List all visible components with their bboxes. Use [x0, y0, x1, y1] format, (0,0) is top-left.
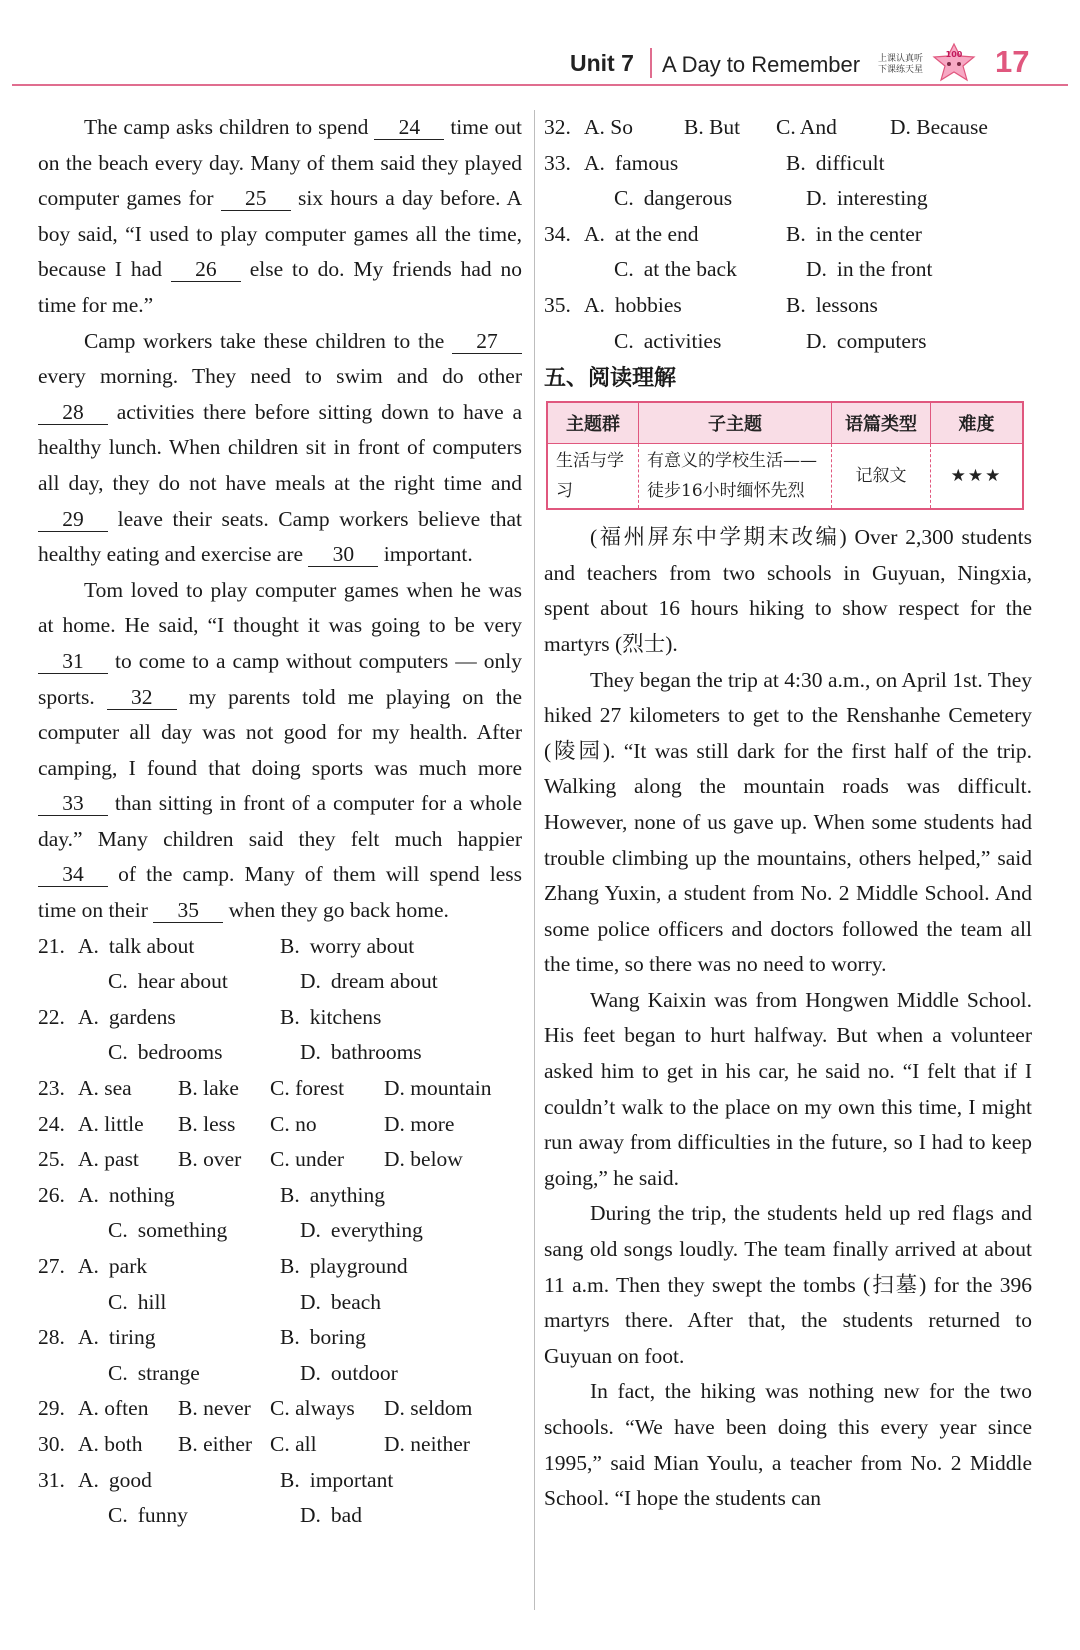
answer-option: A. hobbies: [584, 292, 682, 317]
answer-option: B. lake: [178, 1076, 239, 1101]
reading-paragraph-2: They began the trip at 4:30 a.m., on April 1st. They hiked 27 kilometers to get to the Renshanhe Cemetery (陵园). “It was still dark for the first half of the trip. Walking along the mountain roads was difficult. However, none of us gave up. When some students had trouble climbing up the mountains, others helped,” said Zhang Yuxin, a student from No. 2 Middle School. And some police officers and doctors followed the team all the time, so there was no need to worry.: [544, 667, 1032, 977]
reading-paragraph-4: During the trip, the students held up red flags and sang old songs loudly. The team finally arrived at about 11 a.m. Then they swept the tombs (扫墓) for the 396 martyrs there. After that, the students returned to Guyuan on foot.: [544, 1201, 1032, 1368]
answer-option: C. forest: [270, 1076, 345, 1101]
answer-option: B. never: [178, 1396, 251, 1421]
column-divider: [534, 110, 535, 1610]
answer-option: B. difficult: [786, 150, 885, 175]
answer-option: B. worry about: [280, 933, 415, 958]
question-options-row: [38, 1391, 522, 1427]
answer-option: B. either: [178, 1431, 253, 1456]
unit-label: Unit 7: [570, 50, 634, 76]
question-options-row: [544, 217, 1032, 253]
question-number: 33.: [544, 150, 571, 175]
answer-option: C. funny: [108, 1503, 188, 1528]
answer-option: A. famous: [584, 150, 679, 175]
passage-paragraph-2: Camp workers take these children to the 27 every morning. They need to swim and do other 28 activities there before sitting down to have a healthy lunch. When children sit in front of computers all day, they do not have meals at the right time and 29 leave their seats. Camp workers believe that healthy eating and exercise are 30 important.: [38, 328, 522, 567]
topic-cell-theme: 生活与学习: [547, 444, 639, 510]
topic-table-header: 子主题: [639, 402, 832, 444]
question-number: 27.: [38, 1254, 65, 1278]
answer-option: C. at the back: [614, 257, 737, 282]
answer-option: D. seldom: [384, 1396, 473, 1421]
question-options-row: [38, 1071, 522, 1107]
question-options-row: [38, 1178, 522, 1214]
answer-option: B. anything: [280, 1182, 385, 1207]
answer-option: A. talk about: [78, 933, 195, 958]
question-number: [544, 181, 584, 217]
topic-cell-subtopic: 有意义的学校生活——徒步16小时缅怀先烈: [639, 444, 832, 510]
answer-option: A. little: [78, 1111, 144, 1136]
topic-table: [546, 401, 1024, 510]
blank-35: 35: [153, 898, 223, 923]
question-number: 32.: [544, 115, 571, 139]
question-options-row: [38, 1285, 522, 1321]
question-number: [544, 252, 584, 288]
right-column: [544, 110, 1032, 1517]
passage-paragraph-1: The camp asks children to spend 24 time out on the beach every day. Many of them said they played computer games for 25 six hours a day before. A boy said, “I used to play computer games all the time, because I had 26 else to do. My friends had no time for me.”: [38, 115, 523, 317]
blank-31: 31: [38, 649, 108, 674]
question-options-row: [544, 181, 1032, 217]
answer-option: B. less: [178, 1111, 236, 1136]
question-options-row: [38, 1107, 522, 1143]
answer-option: B. kitchens: [280, 1004, 382, 1029]
question-number: 28.: [38, 1325, 65, 1350]
topic-table-header: 难度: [931, 402, 1024, 444]
answer-option: A. So: [584, 115, 633, 139]
question-number: 35.: [544, 292, 571, 317]
answer-option: B. boring: [280, 1325, 366, 1350]
question-number: [38, 1498, 78, 1534]
question-number: 29.: [38, 1396, 65, 1421]
blank-32: 32: [107, 685, 177, 710]
answer-option: C. dangerous: [614, 186, 733, 211]
question-number: 24.: [38, 1111, 65, 1136]
passage-paragraph-3: Tom loved to play computer games when he was at home. He said, “I thought it was going to be very 31 to come to a camp without computers — only sports. 32 my parents told me playing on the computer all day was not good for my health. After camping, I found that doing sports was much more 33 than sitting in front of a computer for a whole day.” Many children said they felt much happier 34 of the camp. Many of them will spend less time on their 35 when they go back home.: [38, 577, 523, 923]
right-options-list: [544, 110, 1032, 359]
question-options-row: [38, 929, 522, 965]
mascot-logo-icon: [930, 42, 978, 84]
answer-option: B. lessons: [786, 292, 878, 317]
blank-30: 30: [308, 542, 378, 567]
blank-28: 28: [38, 400, 108, 425]
blank-26: 26: [171, 257, 241, 282]
topic-table-header: 主题群: [547, 402, 639, 444]
answer-option: B. playground: [280, 1254, 408, 1278]
question-number: [38, 1035, 78, 1071]
answer-option: C. always: [270, 1396, 355, 1421]
answer-option: D. bathrooms: [300, 1040, 422, 1065]
answer-option: A. often: [78, 1396, 149, 1421]
question-options-row: [38, 1463, 522, 1499]
unit-title: A Day to Remember: [662, 52, 861, 77]
question-number: [38, 1285, 78, 1321]
reading-paragraph-1: (福州屏东中学期末改编) Over 2,300 students and teachers from two schools in Guyuan, Ningxia, spent about 16 hours hiking to show respect for the martyrs (烈士).: [544, 525, 1032, 656]
question-number: [38, 964, 78, 1000]
question-options-row: [544, 252, 1032, 288]
answer-option: C. strange: [108, 1360, 200, 1385]
question-number: 31.: [38, 1467, 65, 1492]
question-options-row: [38, 1213, 522, 1249]
question-options-row: [38, 1427, 522, 1463]
topic-table-row: [547, 444, 1023, 510]
answer-option: A. good: [78, 1467, 152, 1492]
answer-option: C. all: [270, 1431, 317, 1456]
question-number: 22.: [38, 1004, 65, 1029]
answer-option: D. Because: [890, 115, 988, 139]
answer-option: A. past: [78, 1147, 139, 1172]
question-options-row: [544, 146, 1032, 182]
question-number: [38, 1356, 78, 1392]
question-options-row: [38, 1498, 522, 1534]
question-options-row: [38, 1000, 522, 1036]
answer-option: D. neither: [384, 1431, 470, 1456]
question-options-row: [544, 324, 1032, 360]
answer-option: C. activities: [614, 328, 722, 353]
question-number: 23.: [38, 1076, 65, 1101]
answer-option: A. tiring: [78, 1325, 156, 1350]
left-options-list: [38, 929, 522, 1534]
answer-option: B. But: [684, 115, 741, 139]
answer-option: A. both: [78, 1431, 143, 1456]
question-number: 21.: [38, 933, 65, 958]
difficulty-stars: ★★★: [931, 444, 1024, 510]
blank-25: 25: [221, 186, 291, 211]
question-options-row: [38, 1035, 522, 1071]
question-number: 25.: [38, 1147, 65, 1172]
answer-option: A. sea: [78, 1076, 132, 1101]
answer-option: D. below: [384, 1147, 463, 1172]
answer-option: D. beach: [300, 1289, 382, 1314]
blank-29: 29: [38, 507, 108, 532]
answer-option: D. dream about: [300, 969, 438, 994]
topic-cell-genre: 记叙文: [832, 444, 931, 510]
question-options-row: [38, 1320, 522, 1356]
logo-text: 100: [945, 50, 963, 59]
answer-option: C. under: [270, 1147, 345, 1172]
answer-option: D. everything: [300, 1218, 423, 1243]
answer-option: C. something: [108, 1218, 228, 1243]
answer-option: A. nothing: [78, 1182, 175, 1207]
blank-24: 24: [374, 115, 444, 140]
answer-option: D. in the front: [806, 257, 933, 282]
answer-option: D. mountain: [384, 1076, 492, 1101]
question-options-row: [544, 288, 1032, 324]
question-number: 34.: [544, 221, 571, 246]
slogan-line-2: 下课练天星: [878, 65, 924, 75]
topic-table-header: 语篇类型: [832, 402, 931, 444]
left-column: [38, 110, 522, 1534]
answer-option: B. over: [178, 1147, 242, 1172]
reading-paragraph-3: Wang Kaixin was from Hongwen Middle School. His feet began to hurt halfway. But when a volunteer asked him to get in his car, he said no. “I felt that if I couldn’t walk to the place on my own this time, I might run away from difficulties in the future, so I had to keep going,” he said.: [544, 987, 1032, 1190]
answer-option: D. interesting: [806, 186, 928, 211]
header-rule: [12, 84, 1068, 86]
blank-34: 34: [38, 862, 108, 887]
blank-33: 33: [38, 791, 108, 816]
header-slogan: [878, 54, 923, 76]
answer-option: C. bedrooms: [108, 1040, 223, 1065]
question-options-row: [544, 110, 1032, 146]
answer-option: A. at the end: [584, 221, 699, 246]
question-number: [544, 324, 584, 360]
answer-option: B. important: [280, 1467, 394, 1492]
page-header: [0, 0, 1080, 92]
answer-option: D. more: [384, 1111, 455, 1136]
answer-option: D. computers: [806, 328, 927, 353]
blank-27: 27: [452, 329, 522, 354]
answer-option: D. outdoor: [300, 1360, 398, 1385]
question-number: 26.: [38, 1182, 65, 1207]
answer-option: B. in the center: [786, 221, 922, 246]
answer-option: C. And: [776, 115, 837, 139]
question-number: 30.: [38, 1431, 65, 1456]
answer-option: C. hill: [108, 1289, 167, 1314]
section-title: 五、阅读理解: [544, 366, 677, 392]
question-options-row: [38, 964, 522, 1000]
question-number: [38, 1213, 78, 1249]
question-options-row: [38, 1249, 522, 1285]
reading-paragraph-5: In fact, the hiking was nothing new for the two schools. “We have been doing this every year since 1995,” said Mian Youlu, a teacher from No. 2 Middle School. “I hope the students can: [544, 1379, 1032, 1511]
answer-option: A. gardens: [78, 1004, 176, 1029]
page-number: 17: [995, 44, 1030, 79]
answer-option: A. park: [78, 1254, 148, 1278]
header-separator: [650, 48, 652, 78]
answer-option: C. no: [270, 1111, 317, 1136]
answer-option: D. bad: [300, 1503, 362, 1528]
slogan-line-1: 上课认真听: [878, 54, 924, 64]
topic-table-header-row: [547, 402, 1023, 444]
answer-option: C. hear about: [108, 969, 228, 994]
question-options-row: [38, 1356, 522, 1392]
question-options-row: [38, 1142, 522, 1178]
